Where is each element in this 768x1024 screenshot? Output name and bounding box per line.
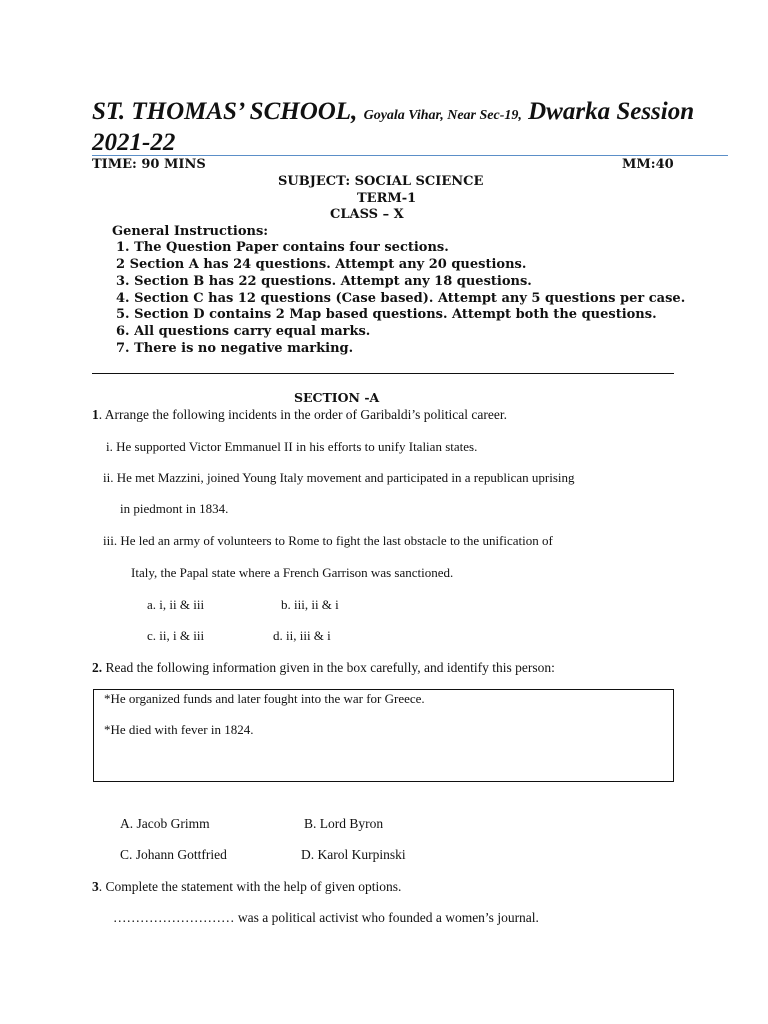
q1-statement-3-cont: Italy, the Papal state where a French Garrison was sanctioned. <box>131 565 454 580</box>
instructions-title: General Instructions: <box>112 224 269 239</box>
q2-option-a: A. Jacob Grimm <box>120 816 210 831</box>
subject-label: SUBJECT: SOCIAL SCIENCE <box>278 174 484 189</box>
instruction-item: 5. Section D contains 2 Map based questions. Attempt both the questions. <box>116 307 657 322</box>
session-year: 2021-22 <box>92 129 176 156</box>
q1-statement-1: i. He supported Victor Emmanuel II in his efforts to unify Italian states. <box>106 439 478 454</box>
q1-statement-2: ii. He met Mazzini, joined Young Italy movement and participated in a republican uprising <box>103 470 575 485</box>
q2-option-c: C. Johann Gottfried <box>120 847 227 862</box>
section-a-title: SECTION -A <box>294 390 380 405</box>
info-box-line-1: *He organized funds and later fought into the war for Greece. <box>104 691 425 706</box>
question-number: 1 <box>92 407 99 422</box>
question-text: . Arrange the following incidents in the order of Garibaldi’s political career. <box>98 407 507 422</box>
q1-statement-2-cont: in piedmont in 1834. <box>120 501 229 516</box>
q1-option-a: a. i, ii & iii <box>147 597 205 612</box>
q3-statement <box>113 910 539 926</box>
instruction-item: 7. There is no negative marking. <box>116 341 354 356</box>
instruction-item: 1. The Question Paper contains four sections. <box>116 240 449 255</box>
fill-in-blank: ……………………… <box>113 910 235 925</box>
question-2 <box>92 660 555 676</box>
question-3 <box>92 879 401 895</box>
statement-text: was a political activist who founded a women’s journal. <box>234 910 539 925</box>
section-divider <box>92 373 674 374</box>
max-marks: MM:40 <box>622 157 674 172</box>
instruction-item: 4. Section C has 12 questions (Case based). Attempt any 5 questions per case. <box>116 291 686 306</box>
info-box-line-2: *He died with fever in 1824. <box>104 722 254 737</box>
q1-statement-3: iii. He led an army of volunteers to Rome to fight the last obstacle to the unification of <box>103 533 553 548</box>
school-address: Goyala Vihar, Near Sec-19, <box>363 108 522 123</box>
question-number: 3 <box>92 879 99 894</box>
term-label: TERM-1 <box>357 191 417 206</box>
q2-option-b: B. Lord Byron <box>304 816 384 831</box>
question-1 <box>92 407 507 423</box>
question-number: 2. <box>92 660 103 675</box>
time-label: TIME: 90 MINS <box>92 157 206 172</box>
class-label: CLASS – X <box>330 207 404 222</box>
instruction-item: 2 Section A has 24 questions. Attempt any 20 questions. <box>116 257 527 272</box>
school-name: ST. THOMAS’ SCHOOL, <box>92 98 358 125</box>
school-header <box>92 96 694 131</box>
school-place-session: Dwarka Session <box>528 98 695 125</box>
q2-option-d: D. Karol Kurpinski <box>301 847 406 862</box>
question-text: Read the following information given in the box carefully, and identify this person: <box>102 660 555 675</box>
question-text: . Complete the statement with the help of given options. <box>98 879 402 894</box>
header-divider <box>92 155 728 156</box>
q1-option-d: d. ii, iii & i <box>273 628 331 643</box>
q1-option-b: b. iii, ii & i <box>281 597 339 612</box>
instruction-item: 3. Section B has 22 questions. Attempt any 18 questions. <box>116 274 532 289</box>
instruction-item: 6. All questions carry equal marks. <box>116 324 371 339</box>
q1-option-c: c. ii, i & iii <box>147 628 205 643</box>
